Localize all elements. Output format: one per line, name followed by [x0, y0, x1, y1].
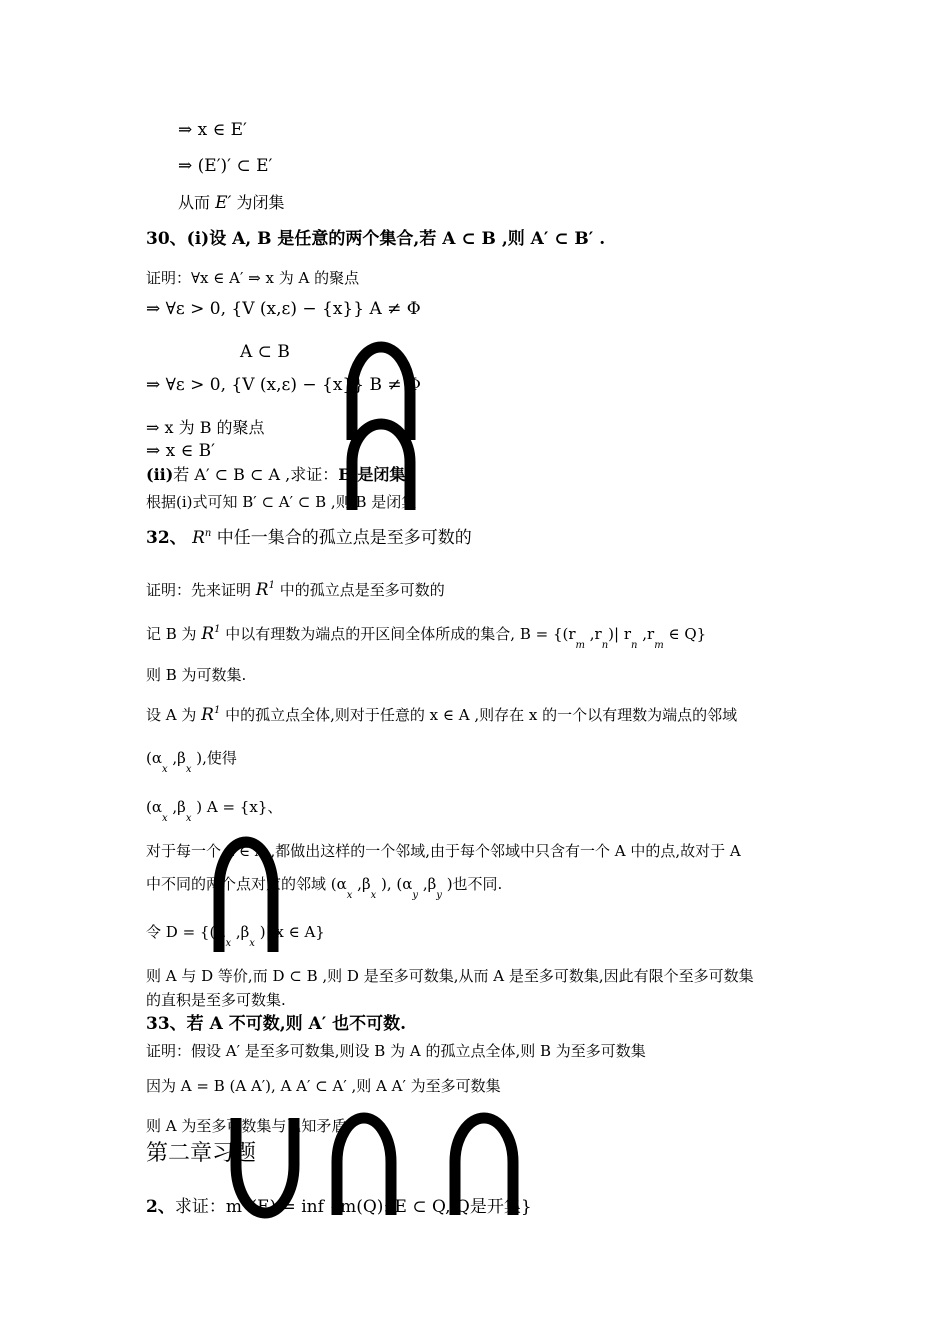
text: (α	[146, 749, 162, 767]
problem-text: 求证：m*(E) = inf {m(Q): E ⊂ Q, Q是开集}	[174, 1197, 532, 1217]
proof-32-line-10: 则 A 与 D 等价,而 D ⊂ B ,则 D 是至多可数集,从而 A 是至多可数集,因此有限个至多可数集	[146, 967, 754, 985]
math-sup: 1	[213, 705, 221, 716]
proof-line-7: 根据(i)式可知 B′ ⊂ A′ ⊂ B ,则 B 是闭集	[146, 493, 417, 511]
math-sub: y	[412, 890, 419, 901]
math-sub: x	[370, 890, 377, 901]
math-r: R	[192, 528, 205, 548]
text: ,r	[585, 625, 602, 643]
proof-line-1: 证明：∀x ∈ A′ ⇒ x 为 A 的聚点	[146, 269, 360, 287]
problem-number: 2、	[146, 1197, 175, 1217]
math-sup: 1	[268, 580, 275, 591]
text: 令 D = {(α	[146, 923, 226, 941]
text: ,β	[418, 875, 437, 893]
text: ),使得	[191, 749, 237, 767]
math-sub: x	[346, 890, 353, 901]
intersection-symbol	[455, 1118, 513, 1215]
math-sub: m	[654, 640, 664, 651]
proof-32-line-7: 对于每一个 x ∈ A ,都做出这样的一个邻域,由于每个邻域中只含有一个 A 中的点,故对于 A	[146, 842, 741, 860]
union-symbol	[236, 1118, 294, 1213]
intersection-symbol	[352, 424, 410, 510]
line-1: ⇒ x ∈ E′	[178, 120, 247, 140]
text: 设 A 为	[146, 706, 202, 724]
problem-number: 33、	[146, 1014, 187, 1034]
text: ) A = {x}、	[191, 798, 283, 816]
problem-number: 30、(i)	[146, 229, 210, 249]
math-sub: y	[436, 890, 442, 901]
text: ,β	[231, 923, 250, 941]
intersection-symbol	[337, 1118, 391, 1215]
text: 中以有理数为端点的开区间全体所成的集合, B = {(r	[220, 625, 576, 643]
proof-line-2: ⇒ ∀ε > 0, {V (x,ε) − {x}} A ≠ Φ	[146, 299, 421, 319]
text: 中的孤立点是至多可数的	[274, 581, 445, 599]
math-sub: n	[601, 640, 609, 651]
text: ∈ Q}	[663, 625, 707, 643]
text: ,β	[167, 749, 186, 767]
text: (α	[146, 798, 162, 816]
text: 中不同的两个点对应的邻域 (α	[146, 875, 347, 893]
math-sub: x	[185, 813, 192, 824]
math-sub: x	[225, 938, 232, 949]
proof-line-3: A ⊂ B	[240, 342, 290, 362]
text: 证明：先来证明	[146, 581, 256, 599]
proof-32-line-11: 的直积是至多可数集.	[146, 991, 286, 1009]
problem-text: 若 A 不可数,则 A′ 也不可数.	[186, 1014, 407, 1034]
proof-33-line-3: 则 A 为至多可数集与已知矛盾.	[146, 1117, 352, 1135]
part-text: 若 A′ ⊂ B ⊂ A ,求证：	[173, 465, 339, 484]
text: )| r	[608, 625, 632, 643]
text: ,r	[637, 625, 655, 643]
math-sub: x	[161, 764, 168, 775]
problem-text: 设 A, B 是任意的两个集合,若 A ⊂ B ,则 A′ ⊂ B′ .	[209, 229, 606, 249]
problem-text: 中任一集合的孤立点是至多可数的	[211, 528, 472, 548]
part-label: (ii)	[146, 465, 174, 484]
math-sub: x	[185, 764, 192, 775]
text: ,β	[352, 875, 371, 893]
math-sub: m	[575, 640, 585, 651]
math-sub: x	[249, 938, 255, 949]
proof-33-line-1: 证明：假设 A′ 是至多可数集,则设 B 为 A 的孤立点全体,则 B 为至多可数集	[146, 1042, 646, 1060]
text: ,β	[167, 798, 186, 816]
text: ), (α	[376, 875, 413, 893]
proof-line-5: ⇒ x 为 B 的聚点	[146, 418, 265, 437]
math-sub: n	[631, 640, 638, 651]
text: 中的孤立点全体,则对于任意的 x ∈ A ,则存在 x 的一个以有理数为端点的邻域	[220, 706, 738, 724]
math-r: R	[255, 580, 269, 600]
proof-33-line-2: 因为 A = B (A A′), A A′ ⊂ A′ ,则 A A′ 为至多可数集	[146, 1077, 501, 1095]
math-r: R	[201, 624, 215, 644]
math-sup: n	[204, 528, 212, 539]
text: 从而	[178, 193, 216, 212]
math-e-prime: E′	[215, 193, 232, 213]
text: 为闭集	[231, 193, 285, 212]
text: )| x ∈ A}	[254, 923, 325, 941]
proof-line-6: ⇒ x ∈ B′	[146, 441, 215, 461]
intersection-symbol	[219, 842, 273, 952]
chapter-heading: 第二章习题	[146, 1141, 257, 1166]
proof-line-4: ⇒ ∀ε > 0, {V (x,ε) − {x}} B ≠ Φ	[146, 375, 421, 395]
text: )也不同.	[441, 875, 503, 893]
line-2: ⇒ (E′)′ ⊂ E′	[178, 156, 273, 176]
part-text-bold: B 是闭集.	[338, 465, 411, 484]
math-r: R	[201, 705, 214, 725]
problem-number: 32、	[146, 528, 187, 548]
proof-32-line-3: 则 B 为可数集.	[146, 666, 247, 684]
text: 记 B 为	[146, 625, 202, 643]
math-sub: x	[161, 813, 168, 824]
math-sup: 1	[214, 624, 221, 635]
